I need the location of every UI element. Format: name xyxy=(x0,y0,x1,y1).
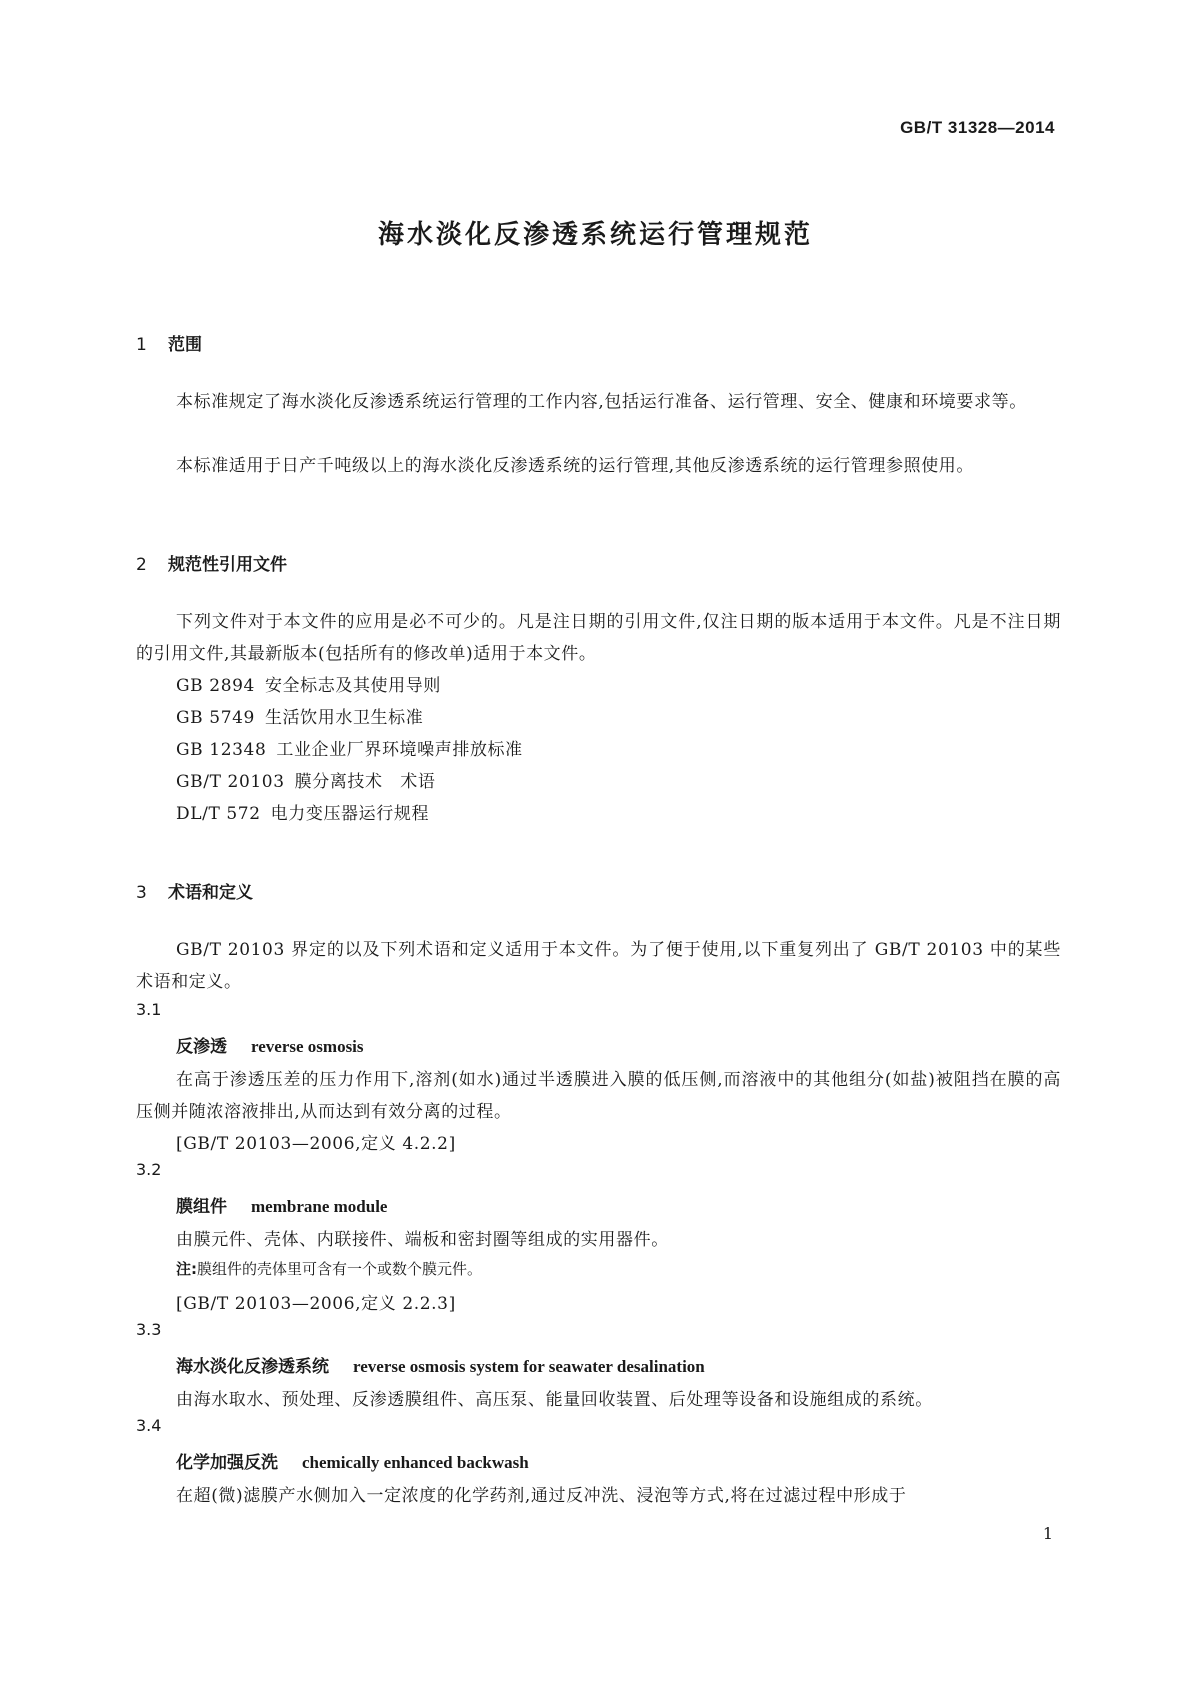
reference-title: 工业企业厂界环境噪声排放标准 xyxy=(276,740,523,760)
reference-title: 膜分离技术 术语 xyxy=(294,772,436,792)
reference-code: GB 12348 xyxy=(176,740,267,760)
clause-number: 3.1 xyxy=(136,1000,162,1019)
standard-code: GB/T 31328—2014 xyxy=(900,118,1055,137)
term-zh: 膜组件 xyxy=(176,1197,227,1217)
reference-item xyxy=(176,702,423,734)
reference-title: 安全标志及其使用导则 xyxy=(264,676,441,696)
reference-item xyxy=(176,766,435,798)
note-text: 膜组件的壳体里可含有一个或数个膜元件。 xyxy=(197,1260,483,1278)
term-heading xyxy=(176,1192,387,1217)
term-zh: 反渗透 xyxy=(176,1037,227,1057)
section-title: 术语和定义 xyxy=(168,883,253,903)
term-definition: 由海水取水、预处理、反渗透膜组件、高压泵、能量回收装置、后处理等设备和设施组成的系统。 xyxy=(176,1390,933,1410)
reference-code: DL/T 572 xyxy=(176,804,261,824)
clause-number: 3.2 xyxy=(136,1160,162,1179)
document-title: 海水淡化反渗透系统运行管理规范 xyxy=(377,220,813,250)
term-en: membrane module xyxy=(251,1197,388,1216)
clause-number: 3.4 xyxy=(136,1416,162,1435)
term-en: reverse osmosis system for seawater desalination xyxy=(353,1357,705,1376)
reference-title: 生活饮用水卫生标准 xyxy=(264,708,424,728)
reference-code: GB 5749 xyxy=(176,708,255,728)
section-number: 1 xyxy=(136,335,147,355)
section-1-heading xyxy=(136,330,202,355)
section-1-paragraph-1: 本标准规定了海水淡化反渗透系统运行管理的工作内容,包括运行准备、运行管理、安全、健康和环境要求等。 xyxy=(176,392,1027,412)
term-en: chemically enhanced backwash xyxy=(302,1453,529,1472)
term-source: [GB/T 20103—2006,定义 2.2.3] xyxy=(176,1294,456,1314)
section-1-paragraph-2: 本标准适用于日产千吨级以上的海水淡化反渗透系统的运行管理,其他反渗透系统的运行管理参照使用。 xyxy=(176,456,975,476)
term-definition: 由膜元件、壳体、内联接件、端板和密封圈等组成的实用器件。 xyxy=(176,1230,669,1250)
reference-item xyxy=(176,670,441,702)
section-3-heading xyxy=(136,878,253,903)
section-number: 3 xyxy=(136,883,147,903)
reference-code: GB 2894 xyxy=(176,676,255,696)
section-3-intro: GB/T 20103 界定的以及下列术语和定义适用于本文件。为了便于使用,以下重复列出了 GB/T 20103 中的某些术语和定义。 xyxy=(136,940,1061,992)
term-source: [GB/T 20103—2006,定义 4.2.2] xyxy=(176,1134,456,1154)
clause-number: 3.3 xyxy=(136,1320,162,1339)
reference-item xyxy=(176,734,523,766)
section-title: 范围 xyxy=(168,335,202,355)
term-heading xyxy=(176,1448,529,1473)
reference-item xyxy=(176,798,429,830)
term-heading xyxy=(176,1032,364,1057)
term-en: reverse osmosis xyxy=(251,1037,364,1056)
term-note xyxy=(176,1258,482,1279)
section-title: 规范性引用文件 xyxy=(168,555,287,575)
term-zh: 化学加强反洗 xyxy=(176,1453,278,1473)
section-number: 2 xyxy=(136,555,147,575)
section-2-intro: 下列文件对于本文件的应用是必不可少的。凡是注日期的引用文件,仅注日期的版本适用于本文件。凡是不注日期的引用文件,其最新版本(包括所有的修改单)适用于本文件。 xyxy=(136,612,1061,664)
reference-code: GB/T 20103 xyxy=(176,772,285,792)
section-2-heading xyxy=(136,550,287,575)
reference-title: 电力变压器运行规程 xyxy=(270,804,430,824)
term-definition: 在超(微)滤膜产水侧加入一定浓度的化学药剂,通过反冲洗、浸泡等方式,将在过滤过程中形成于 xyxy=(176,1486,907,1506)
term-definition: 在高于渗透压差的压力作用下,溶剂(如水)通过半透膜进入膜的低压侧,而溶液中的其他组分(如盐)被阻挡在膜的高压侧并随浓溶液排出,从而达到有效分离的过程。 xyxy=(136,1070,1061,1122)
term-heading xyxy=(176,1352,705,1377)
page-number: 1 xyxy=(1042,1524,1053,1543)
term-zh: 海水淡化反渗透系统 xyxy=(176,1357,329,1377)
note-label: 注: xyxy=(176,1260,197,1278)
